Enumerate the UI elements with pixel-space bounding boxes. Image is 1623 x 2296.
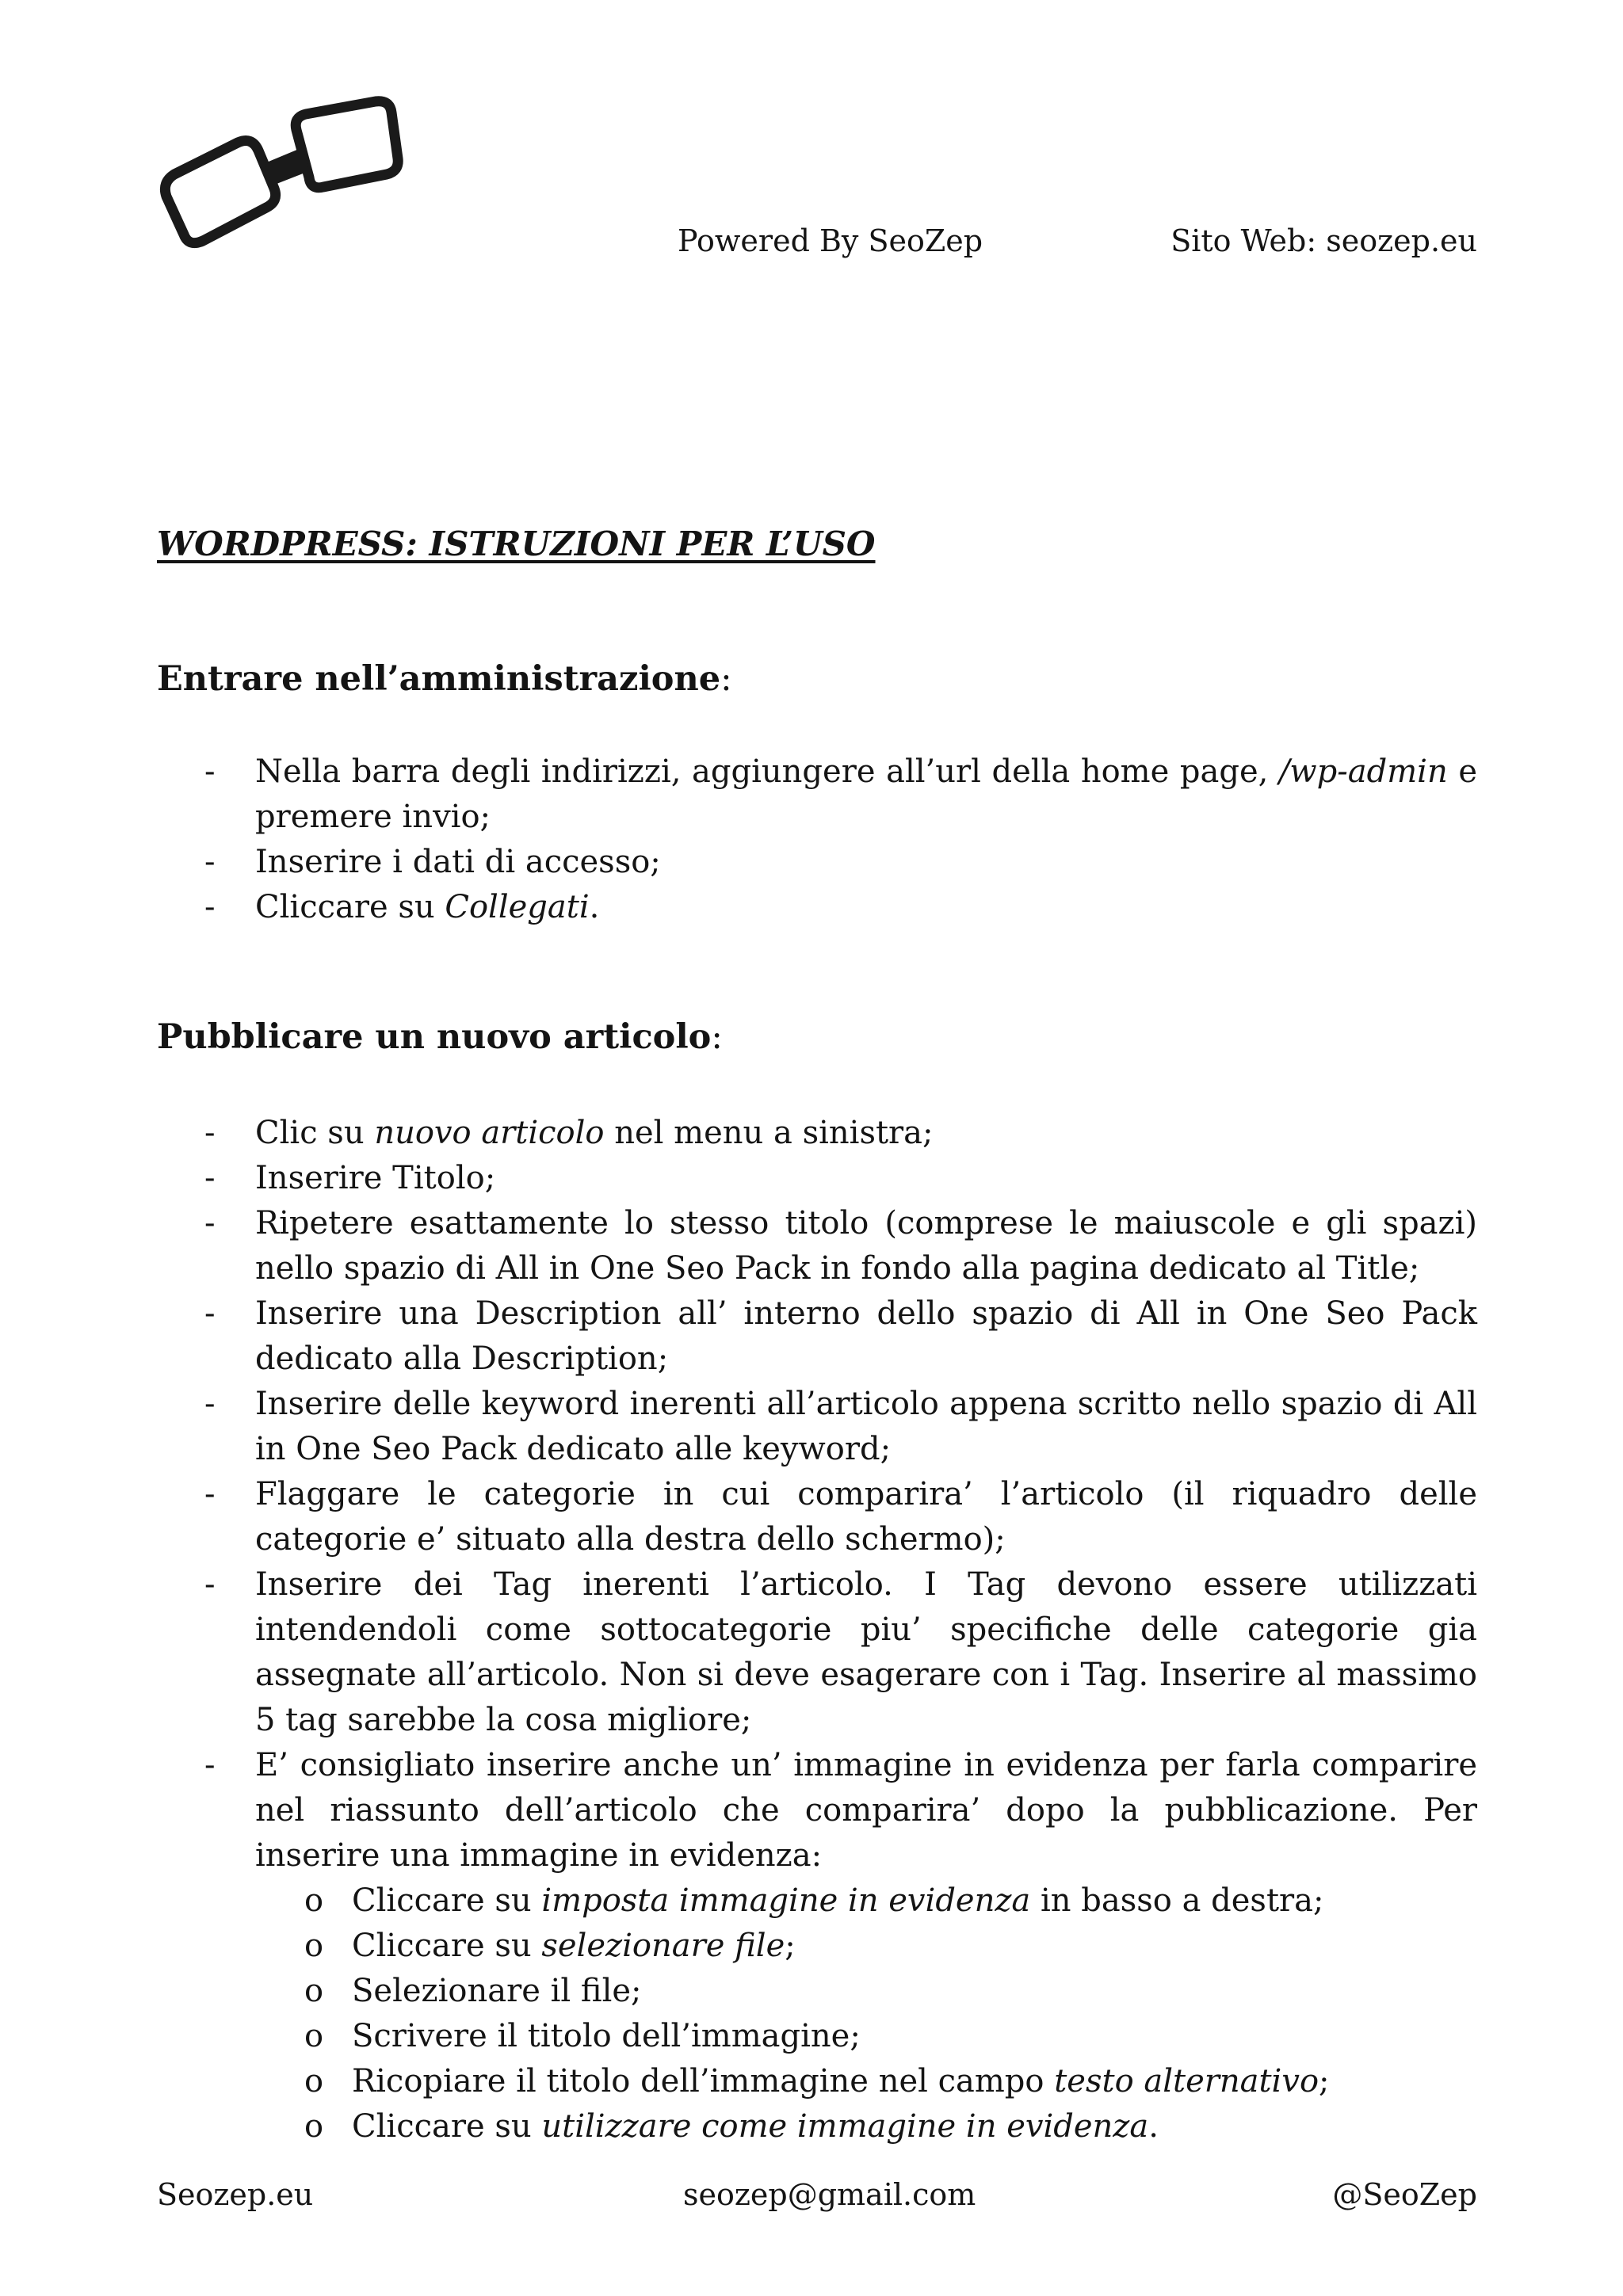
list-item (204, 1382, 1477, 1472)
item-text: Cliccare su (352, 2108, 542, 2145)
item-text: Scrivere il titolo dell’immagine; (352, 2018, 861, 2054)
item-emphasis: utilizzare come immagine in evidenza (541, 2108, 1149, 2145)
item-text: in basso a destra; (1030, 1882, 1324, 1919)
item-text: ; (785, 1928, 796, 1964)
item-text: Inserire dei Tag inerenti l’articolo. I Tag devono essere utilizzati intendendoli come sottocategorie piu’ specifiche delle categorie gia assegnate all’articolo. Non si deve esagerare con i Tag. Inserire al massimo 5 tag sarebbe la cosa migliore; (255, 1566, 1477, 1738)
sublist-item (304, 1969, 1477, 2014)
powered-by-text: Powered By SeoZep (678, 223, 983, 258)
footer-site: Seozep.eu (157, 2177, 314, 2212)
item-text: Nella barra degli indirizzi, aggiungere all’url della home page, (255, 753, 1279, 790)
item-text: Clic su (255, 1115, 375, 1151)
item-text: Ripetere esattamente lo stesso titolo (comprese le maiuscole e gli spazi) nello spazio di All in One Seo Pack in fondo alla pagina dedicato al Title; (255, 1205, 1477, 1287)
item-text: Ricopiare il titolo dell’immagine nel campo (352, 2063, 1055, 2100)
heading-text: Pubblicare un nuovo articolo (157, 1017, 712, 1057)
item-text: Inserire i dati di accesso; (255, 844, 661, 880)
item-text: E’ consigliato inserire anche un’ immagine in evidenza per farla comparire nel riassunto dell’articolo che comparira’ dopo la pubblicazione. Per inserire una immagine in evidenza: (255, 1747, 1477, 1874)
heading-colon: : (720, 659, 732, 699)
item-emphasis: selezionare file (541, 1928, 785, 1964)
item-text: Cliccare su (352, 1882, 542, 1919)
sublist-immagine-evidenza (255, 1878, 1477, 2149)
sublist-item (304, 2059, 1477, 2104)
item-text: Inserire Titolo; (255, 1160, 496, 1196)
item-text: Cliccare su (255, 889, 445, 925)
section-heading-entrare (157, 659, 732, 699)
list-pubblicare (204, 1111, 1477, 2149)
item-emphasis: nuovo articolo (374, 1115, 605, 1151)
heading-text: Entrare nell’amministrazione (157, 659, 721, 699)
item-emphasis: Collegati (445, 889, 590, 925)
item-emphasis: /wp-admin (1278, 753, 1448, 790)
item-text: . (589, 889, 600, 925)
list-item (204, 1743, 1477, 2149)
item-text: nel menu a sinistra; (604, 1115, 934, 1151)
document-title: WORDPRESS: ISTRUZIONI PER L’USO (157, 524, 876, 563)
list-entrare (204, 749, 1477, 930)
list-item (204, 840, 1477, 885)
item-text: Cliccare su (352, 1928, 542, 1964)
sublist-item (304, 1878, 1477, 1924)
list-item (204, 1472, 1477, 1562)
sublist-item (304, 1924, 1477, 1969)
item-text: e premere invio; (255, 753, 1477, 835)
glasses-icon (155, 95, 407, 254)
list-item (204, 1291, 1477, 1382)
item-emphasis: testo alternativo (1054, 2063, 1319, 2100)
item-text: ; (1319, 2063, 1330, 2100)
list-item (204, 1156, 1477, 1201)
section-heading-pubblicare (157, 1017, 723, 1057)
list-item (204, 1111, 1477, 1156)
item-text: Flaggare le categorie in cui comparira’ l’articolo (il riquadro delle categorie e’ situato alla destra dello schermo); (255, 1476, 1477, 1558)
item-text: Selezionare il file; (352, 1973, 642, 2009)
list-item (204, 1201, 1477, 1291)
list-item (204, 885, 1477, 930)
sublist-item (304, 2014, 1477, 2059)
footer-handle: @SeoZep (1332, 2177, 1477, 2212)
website-text: Sito Web: seozep.eu (1170, 223, 1477, 258)
heading-colon: : (711, 1017, 723, 1057)
footer-email: seozep@gmail.com (683, 2177, 976, 2212)
list-item (204, 749, 1477, 840)
item-text: . (1148, 2108, 1159, 2145)
list-item (204, 1562, 1477, 1743)
sublist-item (304, 2104, 1477, 2149)
item-text: Inserire delle keyword inerenti all’articolo appena scritto nello spazio di All in One Seo Pack dedicato alle keyword; (255, 1386, 1477, 1467)
item-emphasis: imposta immagine in evidenza (541, 1882, 1031, 1919)
item-text: Inserire una Description all’ interno dello spazio di All in One Seo Pack dedicato alla Description; (255, 1295, 1477, 1377)
